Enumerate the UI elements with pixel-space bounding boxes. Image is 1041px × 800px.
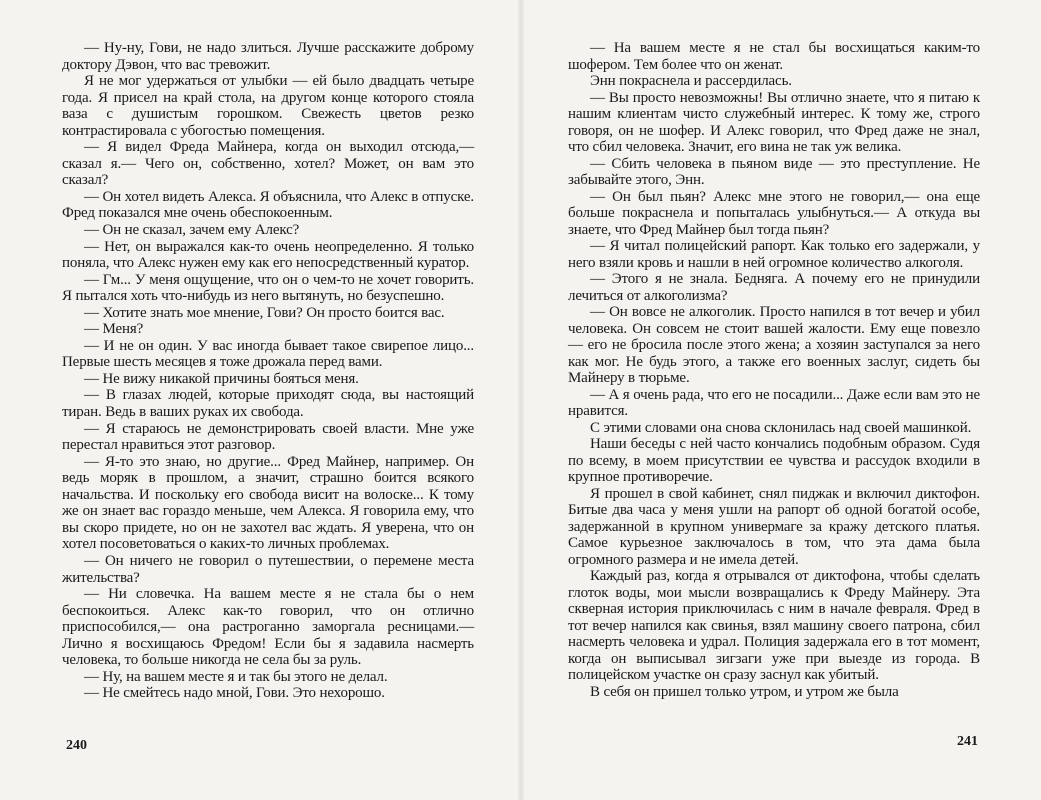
paragraph: — На вашем месте я не стал бы восхищаться каким-то шофером. Тем более что он женат. [568, 40, 980, 73]
paragraph: Энн покраснела и рассердилась. [590, 73, 792, 89]
paragraph: — Он хотел видеть Алекса. Я объяснила, что Алекс в отпуске. Фред показался мне очень обеспокоенным. [62, 188, 474, 222]
paragraph: С этими словами она снова склонилась над своей машинкой. [590, 419, 972, 436]
paragraph: — Я читал полицейский рапорт. Как только его задержали, у него взяли кровь и нашли в ней огромное количество алкоголя. [568, 238, 980, 271]
paragraph: — Не смейтесь надо мной, Гови. Это нехорошо. [84, 685, 385, 702]
right-page [568, 40, 980, 760]
paragraph: — Он был пьян? Алекс мне этого не говорил,— она еще больше покраснела и попыталась улыбнуться.— А откуда вы знаете, что Фред Майнер был тогда пьян? [568, 188, 980, 238]
paragraph: — Вы просто невозможны! Вы отлично знаете, что я питаю к нашим клиентам чисто служебный интерес. К тому же, строго говоря, он не шофер. И Алекс говорил, что Фред даже не знал, что сбил человека. Значит, его вина не так уж велика. [568, 89, 980, 155]
paragraph: Наши беседы с ней часто кончались подобным образом. Судя по всему, в моем присутствии ее чувства и рассудок входили в крупное противоречие. [568, 436, 980, 485]
paragraph: — Он ничего не говорил о путешествии, о перемене места жительства? [62, 552, 474, 586]
page-number: 240 [66, 738, 87, 753]
paragraph: — Гм... У меня ощущение, что он о чем-то не хочет говорить. Я пытался хоть что-нибудь из него вытянуть, но безуспешно. [62, 271, 474, 305]
paragraph: — В глазах людей, которые приходят сюда, вы настоящий тиран. Ведь в ваших руках их свобода. [62, 387, 474, 421]
page-number: 241 [957, 734, 978, 749]
paragraph: — Он не сказал, зачем ему Алекс? [84, 222, 300, 239]
paragraph: — Не вижу никакой причины бояться меня. [84, 370, 359, 387]
paragraph: — И не он один. У вас иногда бывает такое свирепое лицо... Первые шесть месяцев я тоже дрожала перед вами. [62, 337, 474, 371]
paragraph: — Я видел Фреда Майнера, когда он выходил отсюда,— сказал я.— Чего он, собственно, хотел? Может, он вам это сказал? [62, 139, 474, 189]
paragraph: — Сбить человека в пьяном виде — это преступление. Не забывайте этого, Энн. [568, 155, 980, 188]
paragraph: — А я очень рада, что его не посадили... Даже если вам это не нравится. [568, 386, 980, 419]
paragraph: — Ну-ну, Гови, не надо злиться. Лучше расскажите доброму доктору Дэвон, что вас тревожит. [62, 40, 474, 73]
paragraph: — Ни словечка. На вашем месте я не стала бы о нем беспокоиться. Алекс как-то говорил, что он отлично приспособился,— она растроганно заморгала ресницами.— Лично я восхищаюсь Фредом! Если бы я задавила насмерть человека, то больше никогда не села бы за руль. [62, 586, 474, 669]
left-page [62, 40, 474, 760]
paragraph: — Он вовсе не алкоголик. Просто напился в тот вечер и убил человека. Он совсем не стоит вашей жалости. Ему еще повезло — его не бросила после этого жена; а хозяин заступался за него как мог. Не будь этого, а также его военных заслуг, сидеть бы Майнеру в тюрьме. [568, 304, 980, 386]
paragraph: В себя он пришел только утром, и утром же была [590, 683, 899, 700]
paragraph: — Хотите знать мое мнение, Гови? Он просто боится вас. [84, 304, 445, 321]
paragraph: — Этого я не знала. Бедняга. А почему его не принудили лечиться от алкоголизма? [568, 271, 980, 304]
paragraph: — Ну, на вашем месте я и так бы этого не делал. [84, 668, 388, 685]
paragraph: — Меня? [84, 321, 144, 338]
paragraph: — Я стараюсь не демонстрировать своей власти. Мне уже перестал нравиться этот разговор. [62, 420, 474, 454]
paragraph: Я прошел в свой кабинет, снял пиджак и включил диктофон. Битые два часа у меня ушли на рапорт об одной богатой особе, задержанной в крупном универмаге за кражу детского платья. Самое курьезное заключалось в том, что эта дама была огромного размера и не имела детей. [568, 485, 980, 568]
paragraph: — Я-то это знаю, но другие... Фред Майнер, например. Он ведь моряк в прошлом, а значит, страшно боится всякого начальства. И поскольку его свобода висит на волоске... К тому же он знает вас гораздо меньше, чем Алекса. Я говорила ему, что вы скоро придете, но он не захотел вас ждать. Я уверена, что он хотел посоветоваться о каких-то личных проблемах. [62, 453, 474, 553]
paragraph: — Нет, он выражался как-то очень неопределенно. Я только поняла, что Алекс нужен ему как его непосредственный куратор. [62, 238, 474, 272]
book-gutter [518, 0, 524, 800]
paragraph: Я не мог удержаться от улыбки — ей было двадцать четыре года. Я присел на край стола, на другом конце которого стояла ваза с душистым горошком. Свежесть цветов резко контрастировала с убогостью помещения. [62, 73, 474, 139]
paragraph: Каждый раз, когда я отрывался от диктофона, чтобы сделать глоток воды, мои мысли возвращались к Фреду Майнеру. Эта скверная история приключилась с ним в начале февраля. Фред в тот вечер напился как свинья, взял машину своего патрона, сбил насмерть человека и удрал. Полиция задержала его в тот момент, когда он выписывал зигзаги уже при выезде из города. В полицейском участке он сразу заснул как убитый. [568, 568, 980, 683]
